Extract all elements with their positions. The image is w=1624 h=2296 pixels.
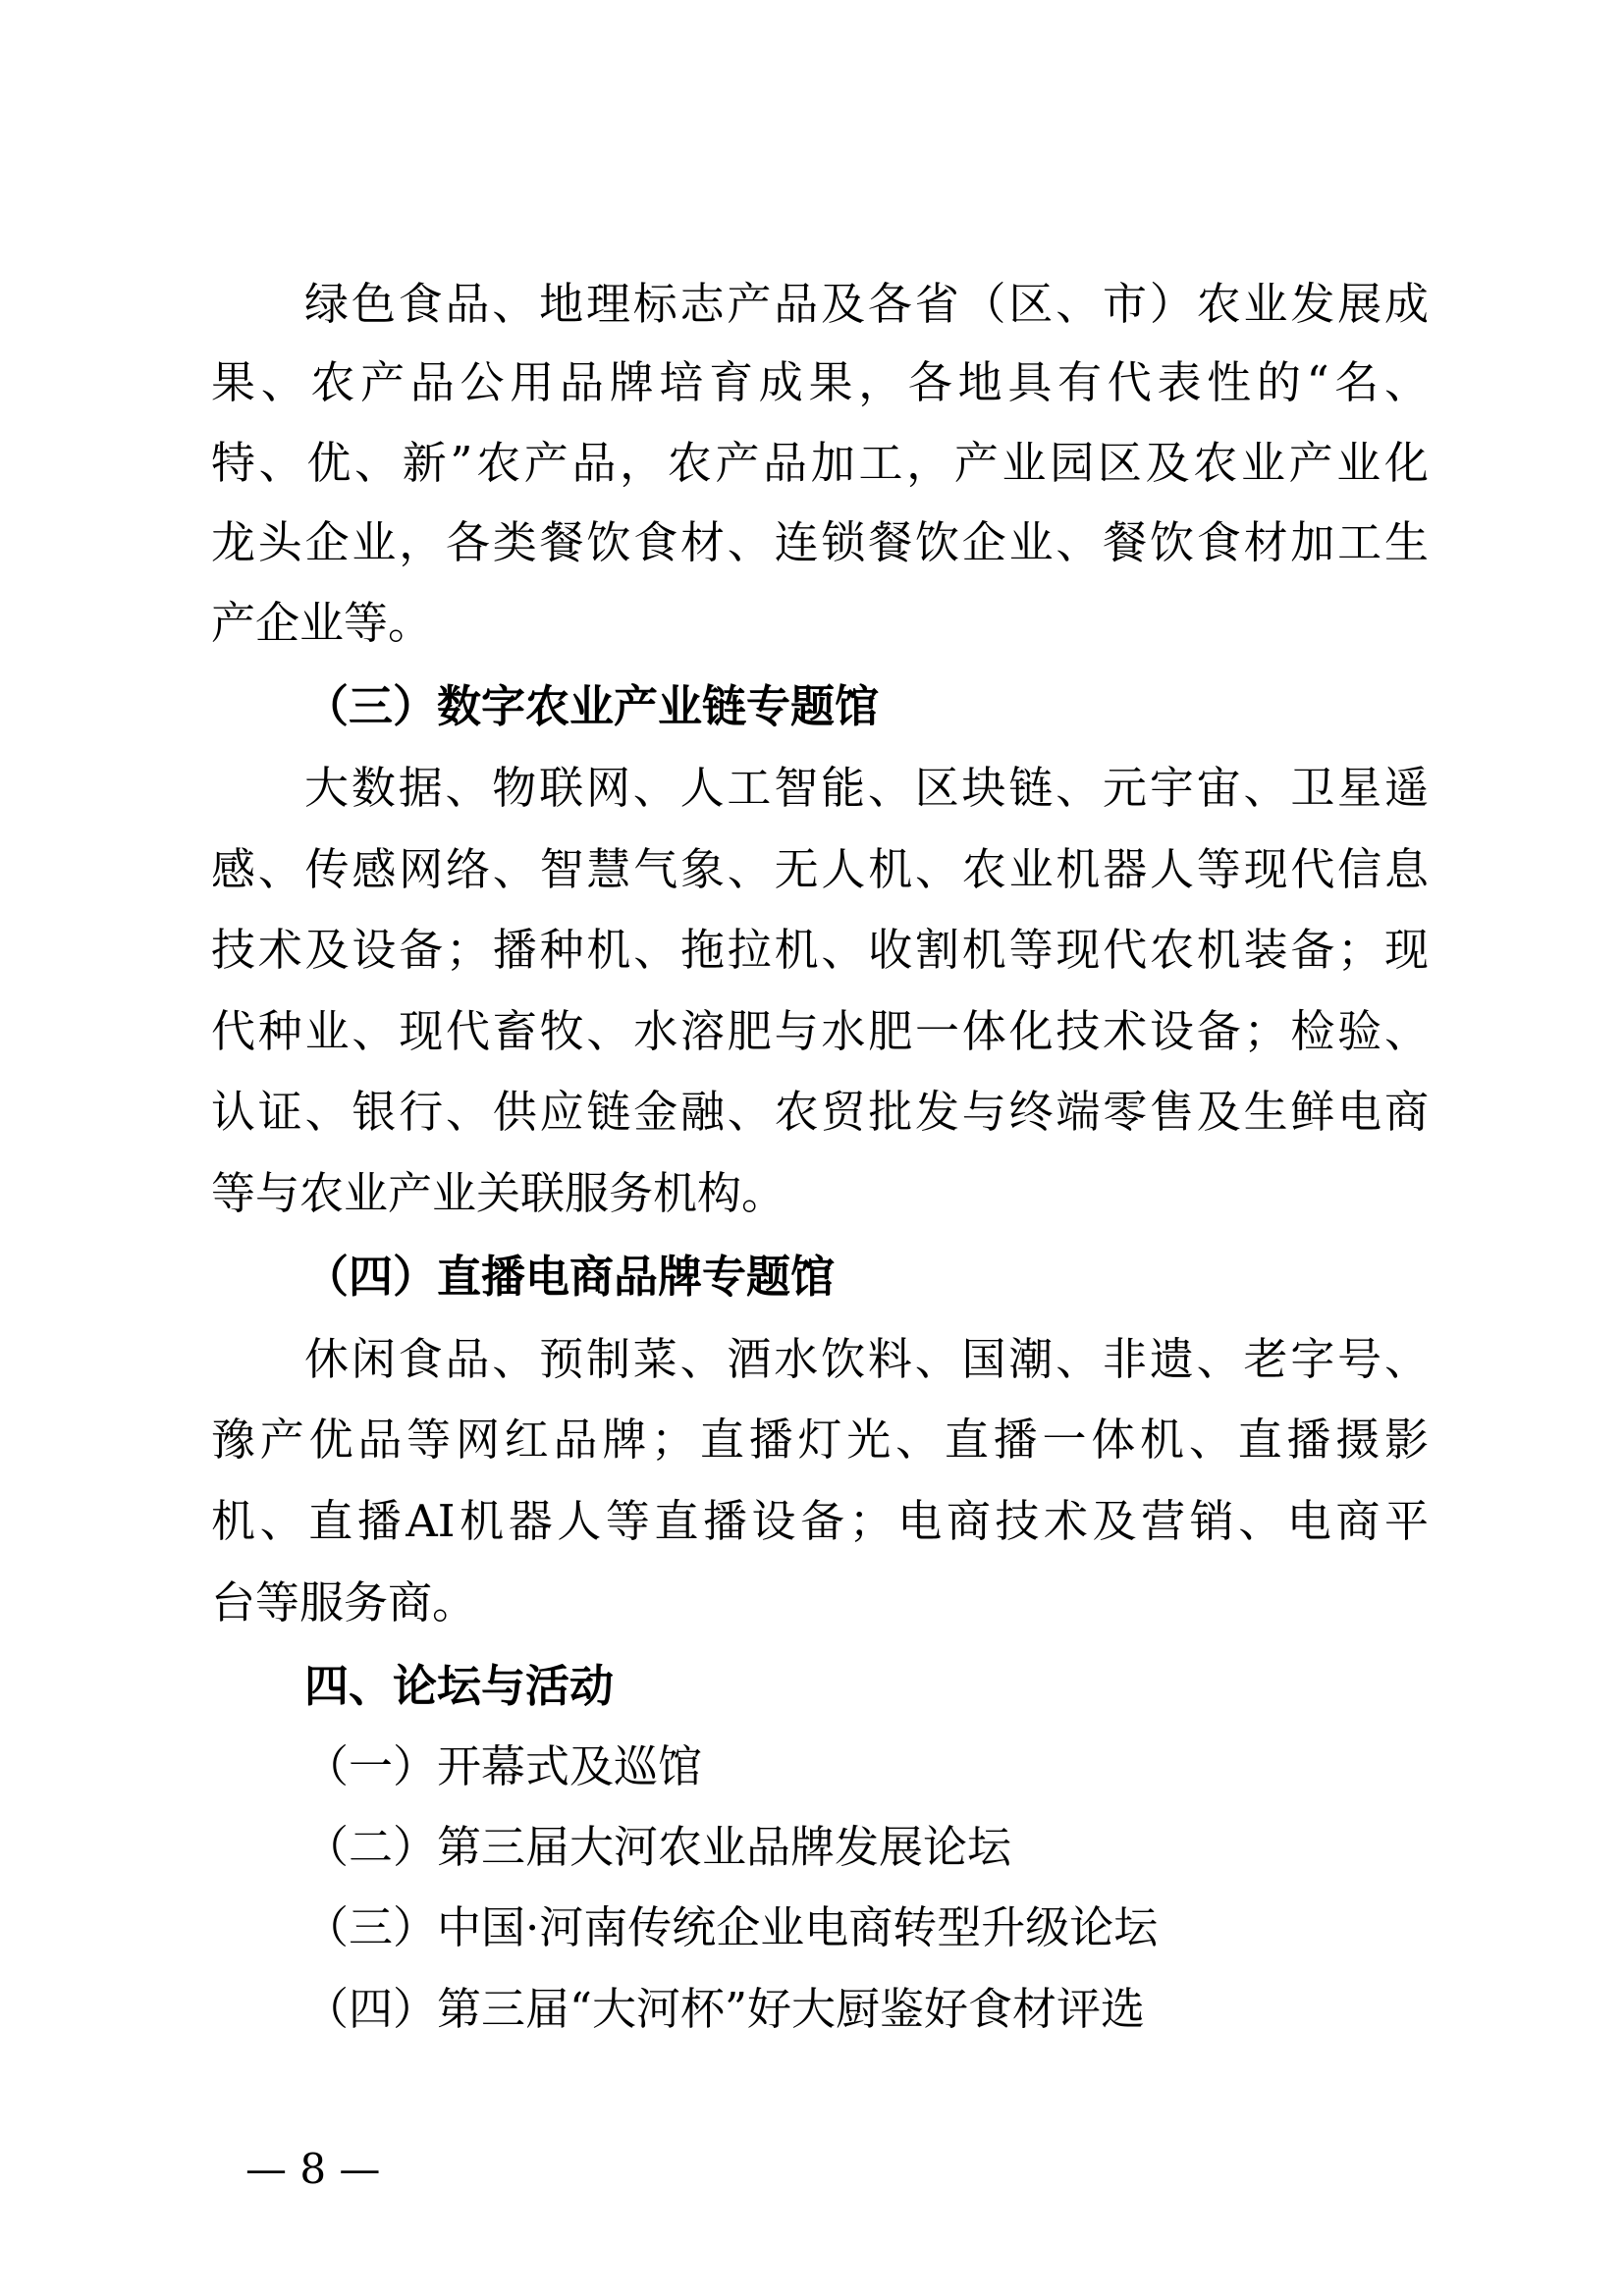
event-item-1: （一）开幕式及巡馆 — [304, 1740, 703, 1792]
paragraph-2-line-5: 认证、银行、供应链金融、农贸批发与终端零售及生鲜电商 — [211, 1086, 1429, 1138]
paragraph-1-line-1: 绿色食品、地理标志产品及各省（区、市）农业发展成 — [304, 278, 1429, 330]
section-heading-4: （四）直播电商品牌专题馆 — [304, 1251, 836, 1303]
paragraph-2-line-2: 感、传感网络、智慧气象、无人机、农业机器人等现代信息 — [211, 843, 1429, 895]
paragraph-1-line-4: 龙头企业，各类餐饮食材、连锁餐饮企业、餐饮食材加工生 — [211, 516, 1429, 568]
event-item-4: （四）第三届“大河杯”好大厨鉴好食材评选 — [304, 1983, 1146, 2035]
paragraph-1-line-2: 果、农产品公用品牌培育成果，各地具有代表性的“名、 — [211, 356, 1429, 408]
paragraph-2-line-4: 代种业、现代畜牧、水溶肥与水肥一体化技术设备；检验、 — [211, 1005, 1429, 1057]
paragraph-2-line-3: 技术及设备；播种机、拖拉机、收割机等现代农机装备；现 — [211, 924, 1429, 976]
paragraph-3-line-2: 豫产优品等网红品牌；直播灯光、直播一体机、直播摄影 — [211, 1414, 1429, 1466]
section-4-title: 四、论坛与活动 — [304, 1660, 615, 1712]
event-item-3: （三）中国·河南传统企业电商转型升级论坛 — [304, 1901, 1159, 1953]
event-item-2: （二）第三届大河农业品牌发展论坛 — [304, 1821, 1012, 1873]
section-heading-3: （三）数字农业产业链专题馆 — [304, 680, 880, 732]
paragraph-3-line-4: 台等服务商。 — [211, 1576, 477, 1629]
paragraph-2-line-6: 等与农业产业关联服务机构。 — [211, 1167, 786, 1219]
paragraph-1-line-3: 特、优、新”农产品，农产品加工，产业园区及农业产业化 — [211, 437, 1429, 489]
paragraph-2-line-1: 大数据、物联网、人工智能、区块链、元宇宙、卫星遥 — [304, 762, 1429, 814]
paragraph-3-line-1: 休闲食品、预制菜、酒水饮料、国潮、非遗、老字号、 — [304, 1333, 1429, 1385]
paragraph-1-line-5: 产企业等。 — [211, 597, 433, 649]
page-number: — 8 — — [245, 2145, 381, 2193]
paragraph-3-line-3: 机、直播AI机器人等直播设备；电商技术及营销、电商平 — [211, 1495, 1429, 1547]
